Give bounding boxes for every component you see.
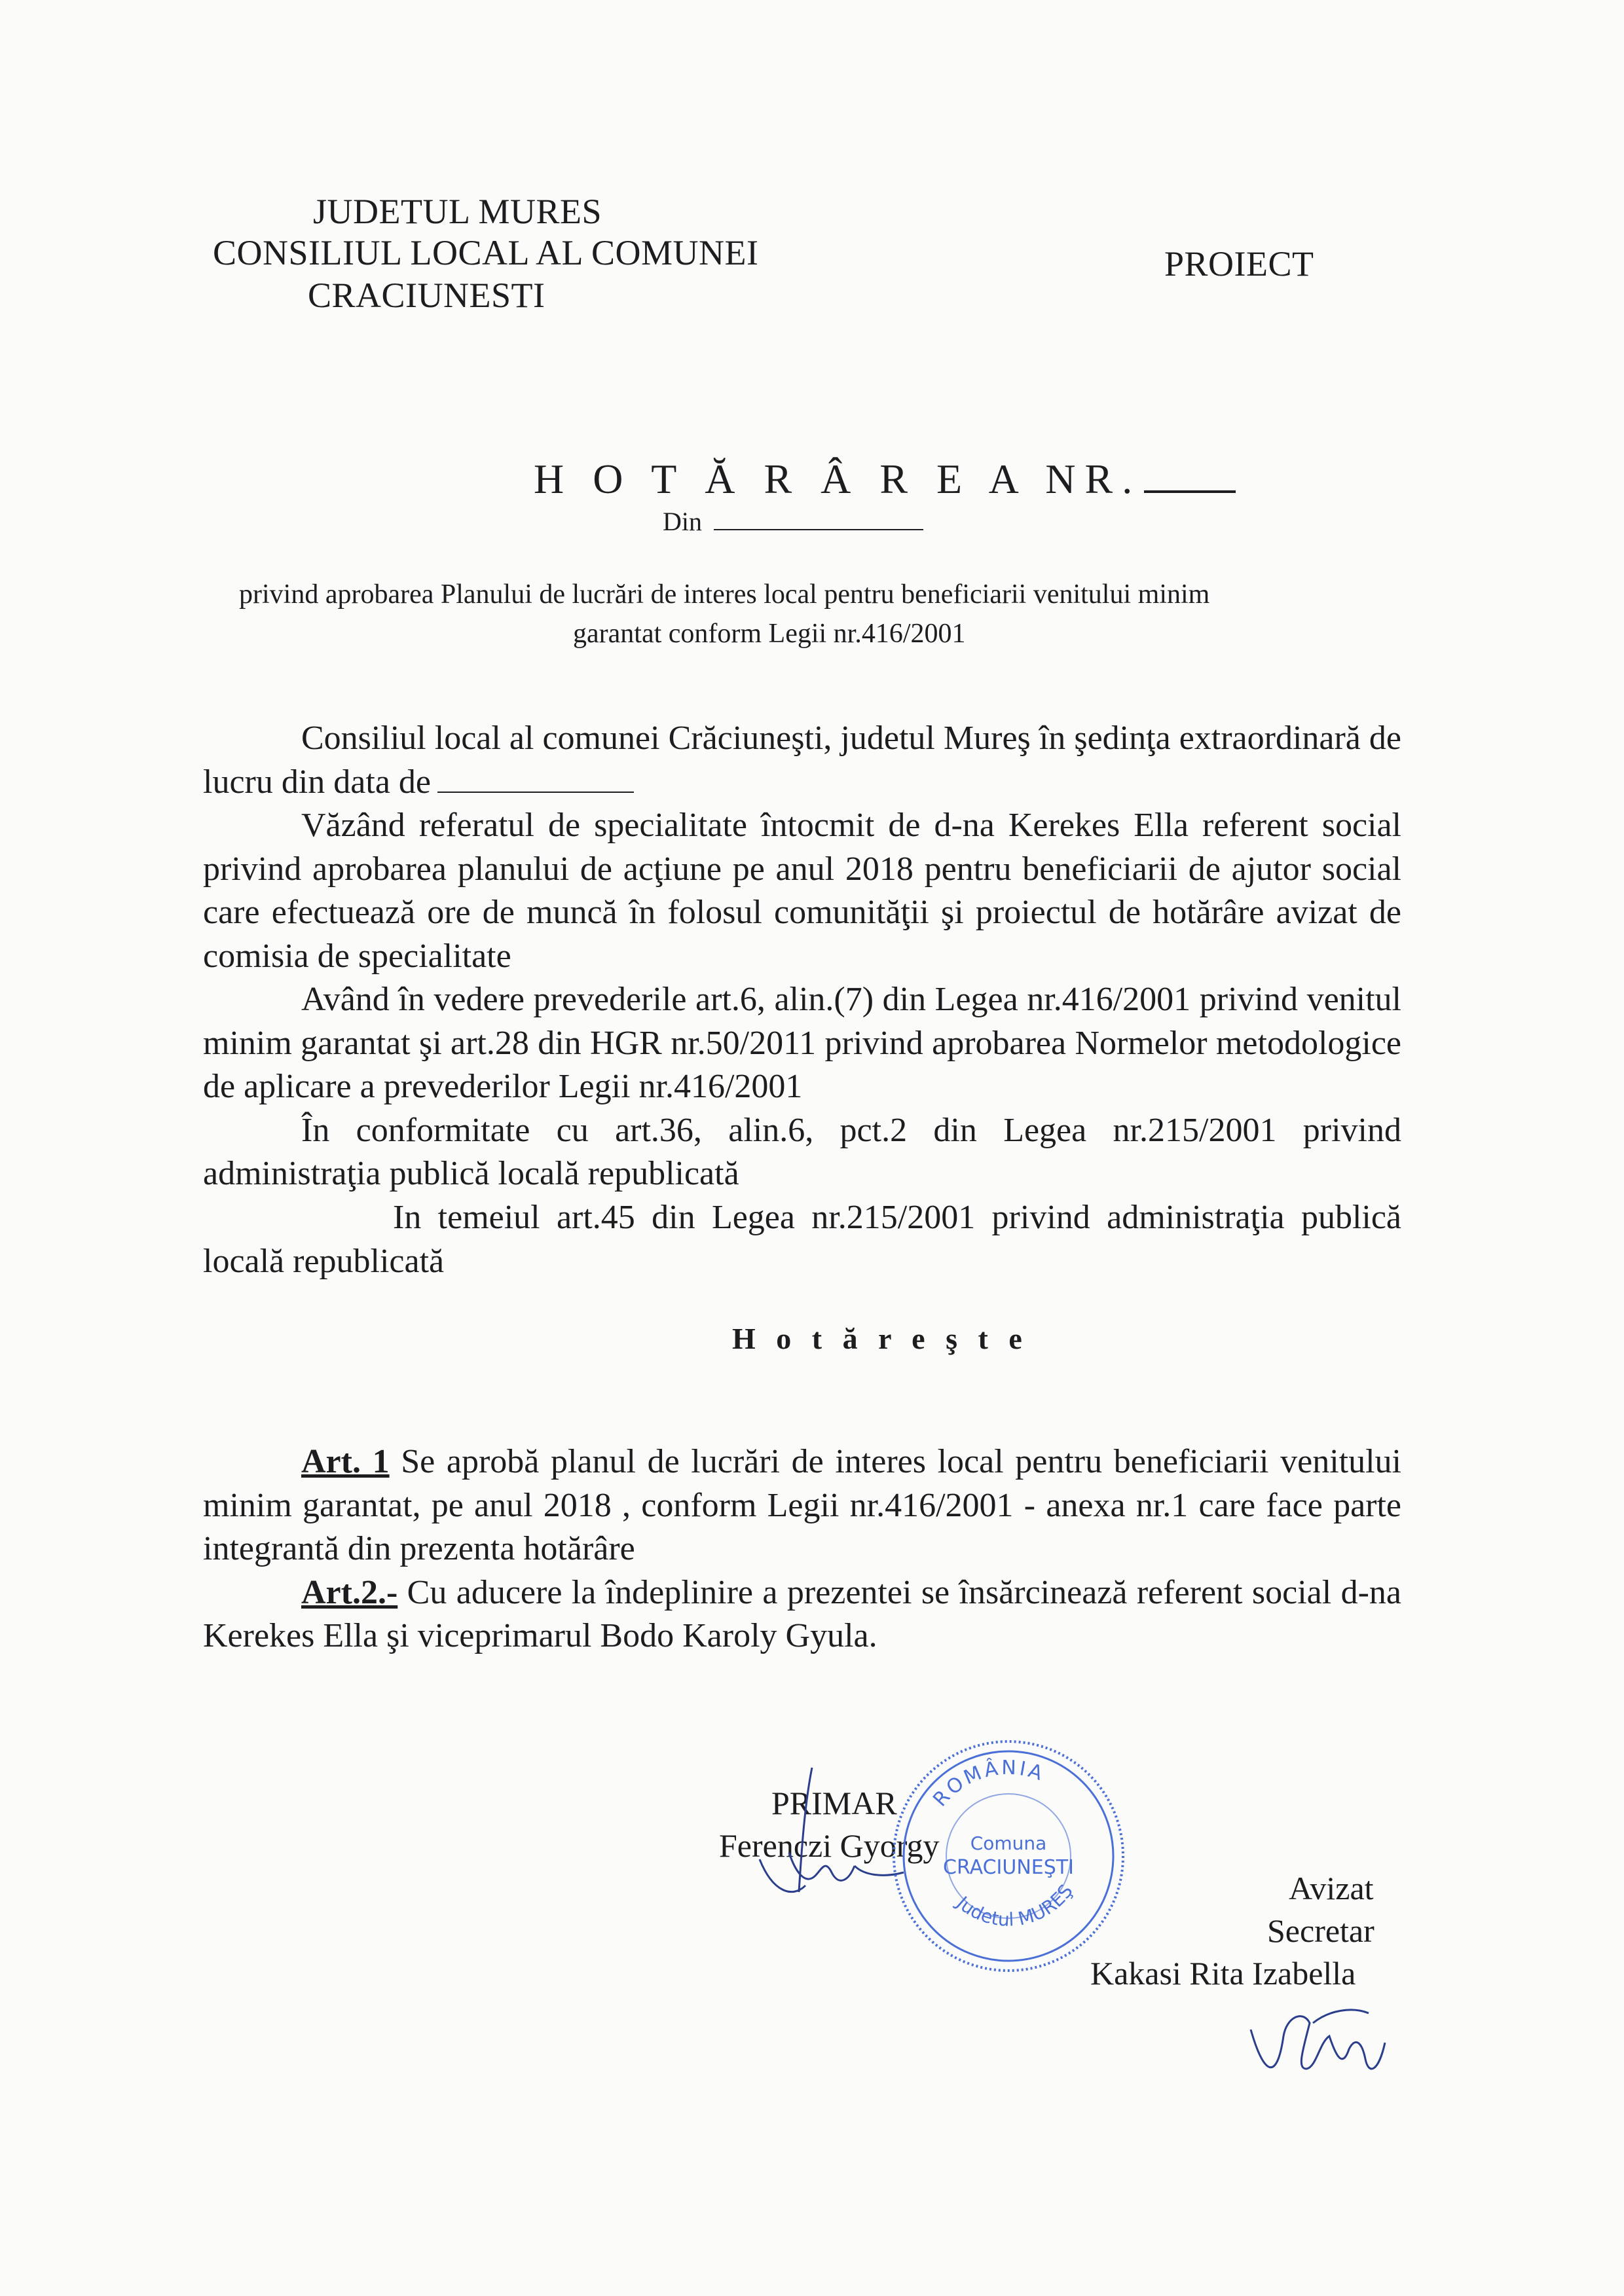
decision-subject-line2: garantat conform Legii nr.416/2001 (573, 619, 966, 649)
mayor-title: PRIMAR (771, 1785, 897, 1821)
secretary-signature-icon (1238, 1997, 1401, 2095)
stamp-center-line2: CRACIUNEŞTI (943, 1856, 1074, 1879)
mayor-name: Ferenczi Gyorgy (719, 1827, 940, 1864)
stamp-center-line1: Comuna (970, 1832, 1047, 1854)
stamp-bottom-text: Judetul MUREŞ (952, 1880, 1077, 1931)
din-label: Din (663, 507, 702, 536)
secretary-name: Kakasi Rita Izabella (1090, 1955, 1356, 1992)
project-status-label: PROIECT (1164, 244, 1314, 283)
secretary-title: Secretar (1267, 1912, 1375, 1949)
article-1 (203, 1440, 1401, 1571)
preamble-paragraph-1 (203, 717, 1401, 804)
official-stamp-icon (887, 1735, 1130, 1977)
session-date-blank (437, 792, 634, 793)
article-1-text: Se aprobă planul de lucrări de interes local pentru beneficiarii venitului minim garantat, pe anul 2018 , conform Legii nr.416/2001 - anexa nr.1 care face parte integrantă din prezenta hotărâre (203, 1443, 1401, 1568)
stamp-top-text: ROMÂNIA (929, 1756, 1048, 1812)
preamble (203, 717, 1401, 1283)
decision-date-blank (714, 529, 923, 530)
preamble-paragraph-5: In temeiul art.45 din Legea nr.215/2001 privind administraţia publică locală republicată (203, 1199, 1401, 1280)
decides-heading: H o t ă r e ş t e (732, 1322, 1029, 1355)
avizat-label: Avizat (1289, 1870, 1374, 1906)
decision-number-blank (1144, 490, 1236, 493)
article-2-label: Art.2.- (301, 1573, 398, 1611)
decision-date-line (663, 506, 923, 537)
council-name-line2: CRACIUNESTI (308, 276, 545, 315)
preamble-paragraph-1-text: Consiliul local al comunei Crăciuneşti, judetul Mureş în şedinţa extraordinară de lucru din data de (203, 720, 1401, 801)
county-name: JUDETUL MURES (313, 192, 602, 231)
article-2 (203, 1571, 1401, 1658)
preamble-paragraph-3: Având în vedere prevederile art.6, alin.(7) din Legea nr.416/2001 privind venitul minim garantat şi art.28 din HGR nr.50/2011 privind aprobarea Normelor metodologice de aplicare a prevederilor Legii nr.416/2001 (203, 981, 1401, 1106)
preamble-paragraph-4: În conformitate cu art.36, alin.6, pct.2 din Legea nr.215/2001 privind administraţia publică locală republicată (203, 1111, 1401, 1193)
preamble-paragraph-2: Văzând referatul de specialitate întocmit de d-na Kerekes Ella referent social privind aprobarea planului de acţiune pe anul 2018 pentru beneficiarii de ajutor social care efectuează ore de muncă în folosul comunităţii şi proiectul de hotărâre avizat de comisia de specialitate (203, 807, 1401, 975)
decision-subject-line1: privind aprobarea Planului de lucrări de interes local pentru beneficiarii venitului minim (239, 579, 1210, 610)
council-name-line1: CONSILIUL LOCAL AL COMUNEI (213, 233, 759, 272)
article-1-label: Art. 1 (301, 1443, 390, 1480)
decision-title (534, 455, 1236, 503)
articles (203, 1440, 1401, 1658)
decision-title-text: H O T Ă R Â R E A NR. (534, 456, 1142, 502)
article-2-text: Cu aducere la îndeplinire a prezentei se însărcinează referent social d-na Kerekes Ella şi viceprimarul Bodo Karoly Gyula. (203, 1573, 1401, 1655)
